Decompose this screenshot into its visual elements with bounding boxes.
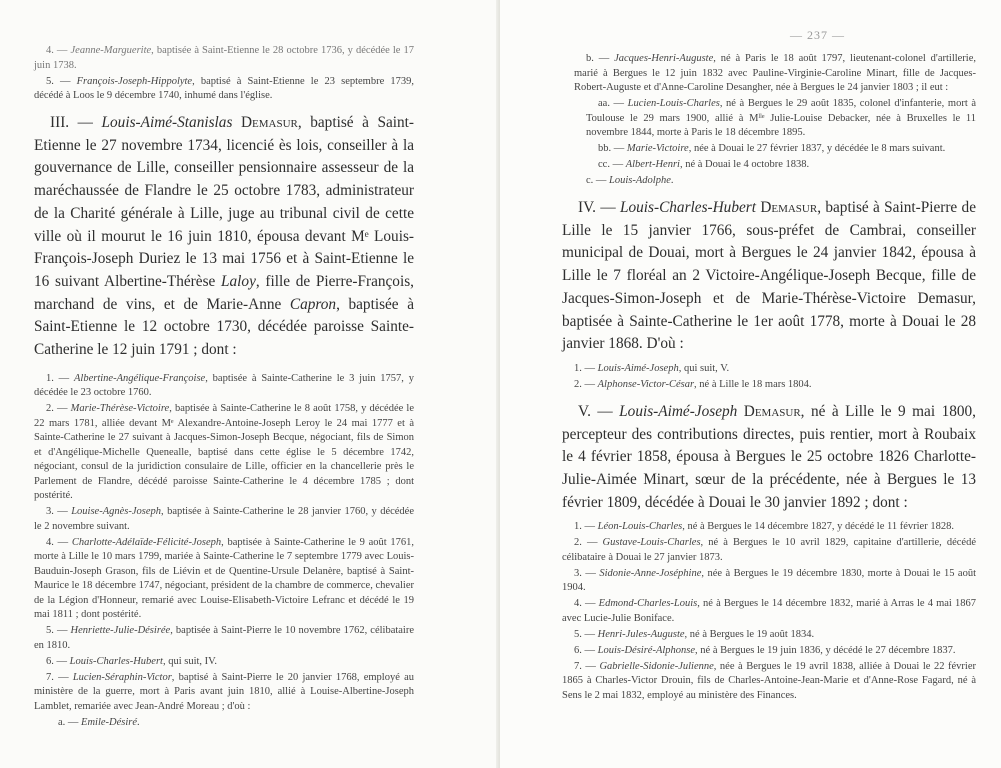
child-entry-2: 2. — Marie-Thérèse-Victoire, baptisée à Sainte-Catherine le 8 août 1758, y décédée le 22 mars 1781, alliée devant Mᵉ Alexandre-Antoine-Joseph Leroy le 24 mai 1777 et à Sainte-Catherine le 27 suivant à Jacques-Simon-Joseph Becque, négociant, fils de Simon et d'Angélique-Michelle Quenealle, baptisé dans cette église le 5 décembre 1742, négociant, consul de la juridiction consulaire de Lille, officier en la chancellerie près le Parlement de Flandre, décédé paroisse Sainte-Catherine le 4 décembre 1785 ; dont postérité. [34,403,415,502]
entry-right-bb: bb. — Marie-Victoire, née à Douai le 27 février 1837, y décédée le 8 mars suivant. [598,143,946,154]
child-v-1: 1. — Léon-Louis-Charles, né à Bergues le 14 décembre 1827, y décédé le 11 février 1828. [574,521,954,533]
section-iv-paragraph: IV. — Louis-Charles-Hubert Demasur, baptisé à Saint-Pierre de Lille le 15 janvier 1766, sous-préfet de Cambrai, conseiller municipal de Douai, mort à Bergues le 24 janvier 1842, épousa à Lille le 7 floréal an 2 Victoire-Angélique-Joseph Becque, fille de Jacques-Simon-Joseph et de Marie-Thérèse-Victoire Demasur, baptisée à Sainte-Catherine le 1er août 1778, morte à Douai le 28 janvier 1868. D'où : [562,199,976,353]
right-page-text [562,52,976,705]
left-page [0,0,500,768]
left-page-text [34,44,414,732]
child-entry-5: 5. — Henriette-Julie-Désirée, baptisée à Saint-Pierre le 10 novembre 1762, célibataire en 1810. [34,625,415,651]
child-entry-1: 1. — Albertine-Angélique-Françoise, baptisée à Sainte-Catherine le 3 juin 1757, y décédée le 23 octobre 1760. [34,372,414,399]
child-iv-2: 2. — Alphonse-Victor-César, né à Lille le 18 mars 1804. [574,378,812,390]
entry-right-b: b. — Jacques-Henri-Auguste, né à Paris le 18 août 1797, lieutenant-colonel d'artillerie, marié à Bergues le 12 juin 1832 avec Pauline-Virginie-Caroline Minart, fille de Jacques-Robert-Auguste et d'Anne-Caroline Desangher, née à Bergues le 24 janvier 1803 ; il eut : [574,53,977,93]
section-person-name: Louis-Aimé-Stanislas [101,114,233,131]
child-entry-6: 6. — Louis-Charles-Hubert, qui suit, IV. [46,655,218,667]
grandchild-entry-a: a. — Emile-Désiré. [58,716,140,728]
section-iii-paragraph: III. — Louis-Aimé-Stanislas Demasur, baptisé à Saint-Etienne le 27 novembre 1734, licencié ès lois, conseiller à la gouvernance de Lille, conseiller pensionnaire assesseur de la maréchaussée de Flandre le 25 octobre 1783, administrateur de la Charité générale à Lille, juge au tribunal civil de cette ville où il mourut le 16 juin 1810, épousa devant Mᵉ Louis-François-Joseph Duriez le 13 mai 1756 et à Saint-Etienne le 16 suivant Albertine-Thérèse Laloy, fille de Pierre-François, marchand de vins, et de Marie-Anne Capron, baptisée à Saint-Etienne le 12 octobre 1730, décédée paroisse Sainte-Catherine le 12 juin 1791 ; dont : [34,114,414,359]
right-page [500,0,1001,768]
child-v-2: 2. — Gustave-Louis-Charles, né à Bergues le 10 avril 1829, capitaine d'artillerie, décédé célibataire à Douai le 27 janvier 1873. [562,537,976,563]
page-number: — 237 — [790,28,845,42]
section-v-paragraph: V. — Louis-Aimé-Joseph Demasur, né à Lille le 9 mai 1800, percepteur des contributions directes, puis rentier, mort à Roubaix le 4 février 1858, épousa à Bergues le 25 octobre 1826 Charlotte-Julie-Aimée Minart, sœur de la précédente, née à Bergues le 13 février 1809, décédée à Douai le 30 janvier 1892 ; dont : [562,402,976,511]
child-v-4: 4. — Edmond-Charles-Louis, né à Bergues le 14 décembre 1832, marié à Arras le 4 mai 1867 avec Lucie-Julie Boniface. [562,598,976,624]
entry-left-top-1: 4. — Jeanne-Marguerite, baptisée à Saint-Etienne le 28 octobre 1736, y décédée le 17 juin 1738. [34,45,415,71]
child-iv-1: 1. — Louis-Aimé-Joseph, qui suit, V. [574,362,730,374]
child-v-7: 7. — Gabrielle-Sidonie-Julienne, née à Bergues le 19 avril 1838, alliée à Douai le 22 février 1865 à Charles-Victor Drouin, fils de Charles-Antoine-Jean-Marie et d'Anne-Rose Fagard, né à Sens le 2 mai 1832, employé au ministère des Finances. [562,660,976,701]
section-surname: Demasur [240,114,298,131]
entry-right-cc: cc. — Albert-Henri, né à Douai le 4 octobre 1838. [598,159,810,170]
child-v-3: 3. — Sidonie-Anne-Joséphine, née à Bergues le 19 décembre 1830, morte à Douai le 15 août 1904. [562,567,976,594]
section-roman-numeral: III. [50,114,70,131]
child-entry-3: 3. — Louise-Agnès-Joseph, baptisée à Sainte-Catherine le 28 janvier 1760, y décédée le 2 novembre suivant. [34,506,414,532]
child-entry-7: 7. — Lucien-Séraphin-Victor, baptisé à Saint-Pierre le 20 janvier 1768, employé au ministère de la guerre, mort à Paris avant juin 1810, allié à Louise-Albertine-Joseph Lamblet, remariée avec Jean-André Moreau ; d'où : [34,671,414,712]
entry-right-aa: aa. — Lucien-Louis-Charles, né à Bergues le 29 août 1835, colonel d'infanterie, mort à Toulouse le 29 mars 1900, allié à Mˡˡᵉ Julie-Louise Debacker, née à Bruxelles le 11 novembre 1844, morte à Paris le 18 décembre 1895. [586,98,976,138]
entry-left-top-2: 5. — François-Joseph-Hippolyte, baptisé à Saint-Etienne le 23 septembre 1739, décédé à Loos le 9 décembre 1740, inhumé dans l'église. [34,75,415,101]
child-entry-4: 4. — Charlotte-Adélaïde-Félicité-Joseph, baptisée à Sainte-Catherine le 9 août 1761, morte à Lille le 10 mars 1799, mariée à Sainte-Catherine le 7 septembre 1779 avec Louis-Bauduin-Joseph Grason, fils de Liévin et de Quentine-Ursule Delanère, baptisé à Saint-Maurice le 18 décembre 1747, négociant, président de la chambre de commerce, chevalier de la Légion d'Honneur, remarié avec Louise-Elisabeth-Victoire Lefranc et décédé le 19 mai 1811 ; dont postérité. [34,536,415,621]
child-v-5: 5. — Henri-Jules-Auguste, né à Bergues le 19 août 1834. [574,628,815,640]
child-v-6: 6. — Louis-Désiré-Alphonse, né à Bergues le 19 juin 1836, y décédé le 27 décembre 1837. [574,644,956,656]
entry-right-c: c. — Louis-Adolphe. [586,175,674,186]
